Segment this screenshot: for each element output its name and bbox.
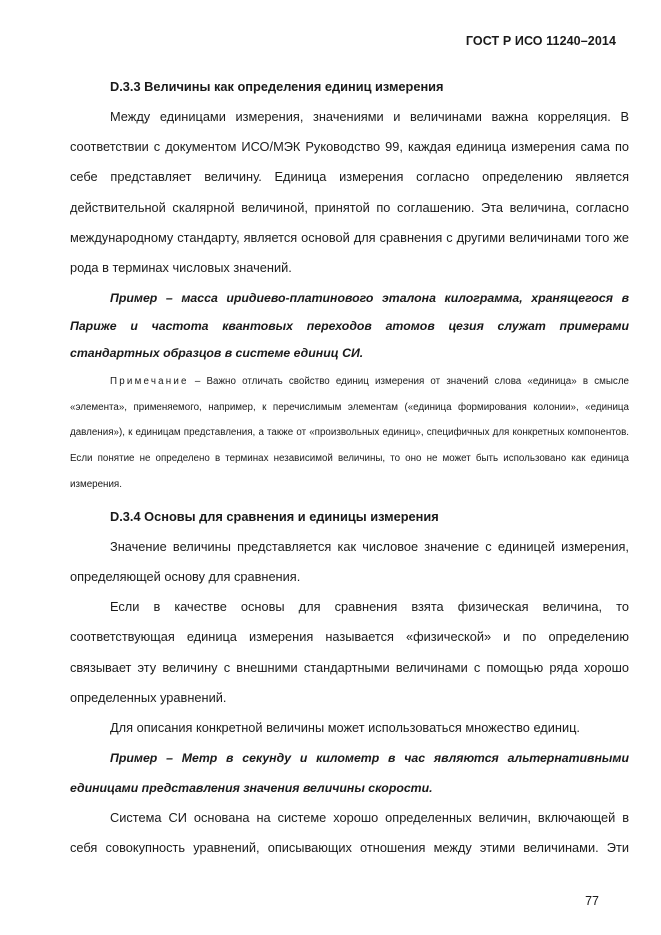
note-label: Примечание (110, 375, 189, 387)
example-text: Пример – Метр в секунду и километр в час являются альтернативными единицами представления значения величины скорости. (70, 751, 629, 796)
document-id-header: ГОСТ Р ИСО 11240–2014 (465, 34, 616, 48)
paragraph: Система СИ основана на системе хорошо определенных величин, включающей в себя совокупность уравнений, описывающих отношения между этими величинами. Эти (70, 810, 629, 856)
note-text: – Важно отличать свойство единиц измерения от значений слова «единица» в смысле «элемента», применяемого, например, к перечислимым элементам («единица формирования колонии», «единица давления»), к единицам представления, а также от «произвольных единиц», специфичных для конкретных компонентов. Если понятие не определено в терминах независимой величины, то оно не может быть использовано как единица измерения. (70, 375, 629, 490)
paragraph: Если в качестве основы для сравнения взята физическая величина, то соответствующая единица измерения называется «физической» и по определению связывает эту величину с внешними стандартными величинами с помощью ряда хорошо определенных уравнений. (70, 599, 629, 705)
page-number: 77 (585, 894, 599, 908)
note-block (70, 369, 629, 498)
paragraph: Значение величины представляется как числовое значение с единицей измерения, определяющей основу для сравнения. (70, 538, 629, 584)
paragraph: Для описания конкретной величины может использоваться множество единиц. (110, 719, 580, 735)
example-text: Пример – масса иридиево-платинового эталона килограмма, хранящегося в Париже и частота квантовых переходов атомов цезия служат примерами стандартных образцов в системе единиц СИ. (70, 291, 629, 361)
section-heading-d34: D.3.4 Основы для сравнения и единицы измерения (110, 508, 439, 524)
page-content (70, 72, 629, 864)
section-heading-d33: D.3.3 Величины как определения единиц измерения (110, 79, 444, 94)
paragraph: Между единицами измерения, значениями и величинами важна корреляция. В соответствии с документом ИСО/МЭК Руководство 99, каждая единица измерения сама по себе представляет величину. Единица измерения согласно определению является действительной скалярной величиной, принятой по соглашению. Эта величина, согласно международному стандарту, является основой для сравнения с другими величинами того же рода в терминах числовых значений. (70, 109, 629, 276)
